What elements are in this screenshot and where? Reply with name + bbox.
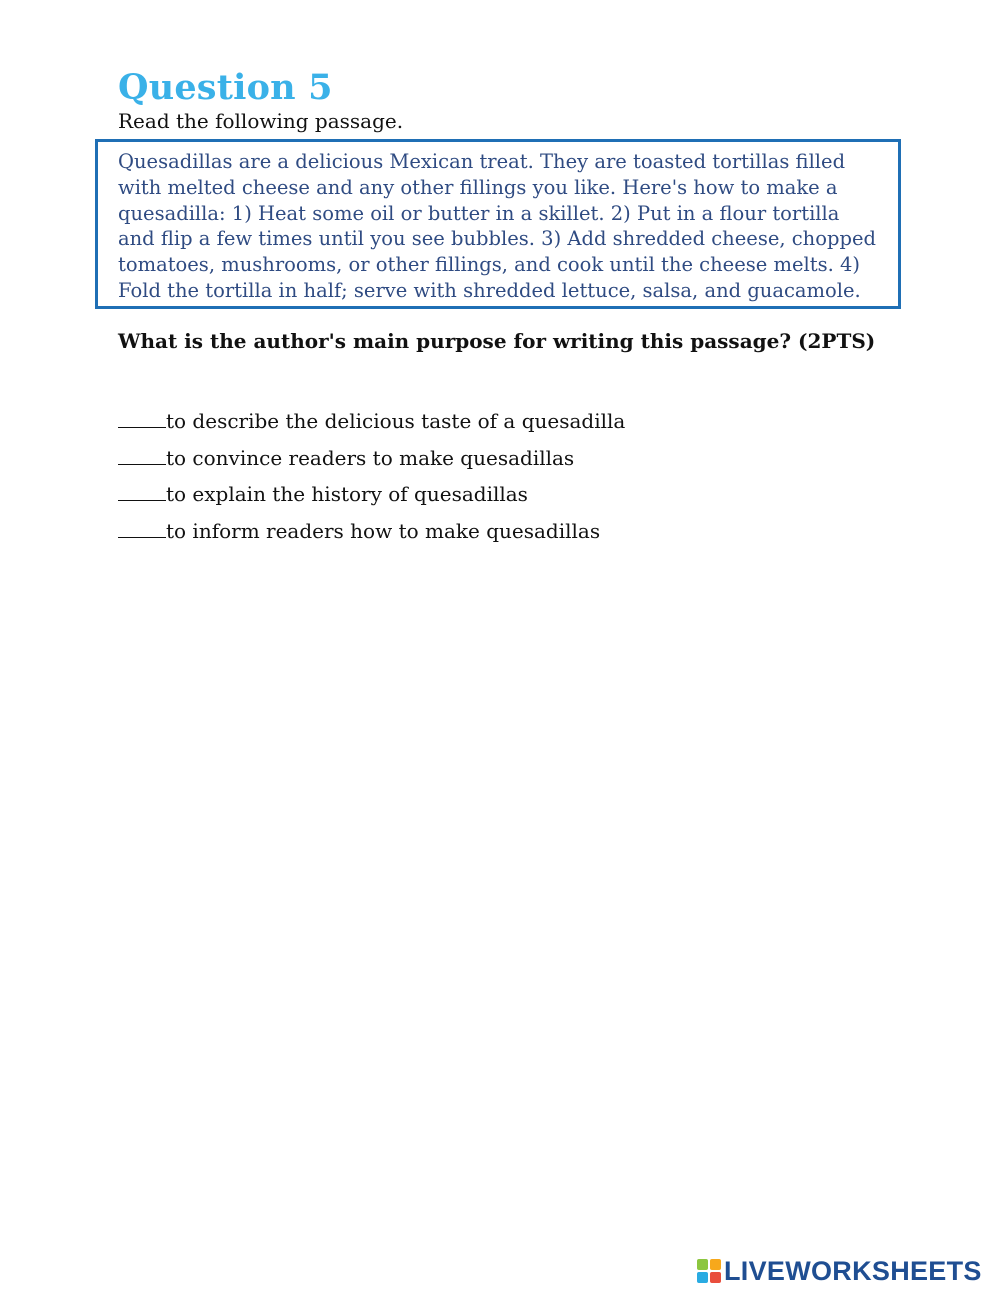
answer-option-label: to convince readers to make quesadillas [166, 445, 575, 470]
logo-text: LIVEWORKSHEETS [724, 1256, 982, 1286]
logo-mark-icon [697, 1259, 721, 1283]
answer-option-label: to inform readers how to make quesadillas [166, 519, 601, 544]
answer-option[interactable] [118, 480, 625, 517]
answer-options [118, 407, 625, 554]
liveworksheets-logo [697, 1256, 982, 1286]
answer-blank[interactable] [118, 411, 166, 428]
instruction-text: Read the following passage. [118, 109, 404, 133]
logo-cell-l [697, 1259, 708, 1270]
answer-option[interactable] [118, 444, 625, 481]
answer-option-label: to describe the delicious taste of a quesadilla [166, 409, 626, 433]
passage-box [95, 139, 901, 309]
question-prompt: What is the author's main purpose for writing this passage? (2PTS) [118, 329, 876, 353]
answer-option[interactable] [118, 517, 625, 554]
logo-cell-e [710, 1272, 721, 1283]
passage-text: Quesadillas are a delicious Mexican treat. They are toasted tortillas filled with melted cheese and any other fillings you like. Here's how to make a quesadilla: 1) Heat some oil or butter in a skillet. 2) Put in a flour tortilla and flip a few times until you see bubbles. 3) Add shredded cheese, chopped tomatoes, mushrooms, or other fillings, and cook until the cheese melts. 4) Fold the tortilla in half; serve with shredded lettuce, salsa, and guacamole. [118, 150, 876, 302]
answer-option[interactable] [118, 407, 625, 444]
answer-blank[interactable] [118, 484, 166, 501]
answer-blank[interactable] [118, 521, 166, 538]
answer-option-label: to explain the history of quesadillas [166, 482, 528, 507]
answer-blank[interactable] [118, 448, 166, 465]
logo-cell-v [697, 1272, 708, 1283]
question-title: Question 5 [118, 67, 333, 108]
logo-cell-i [710, 1259, 721, 1270]
